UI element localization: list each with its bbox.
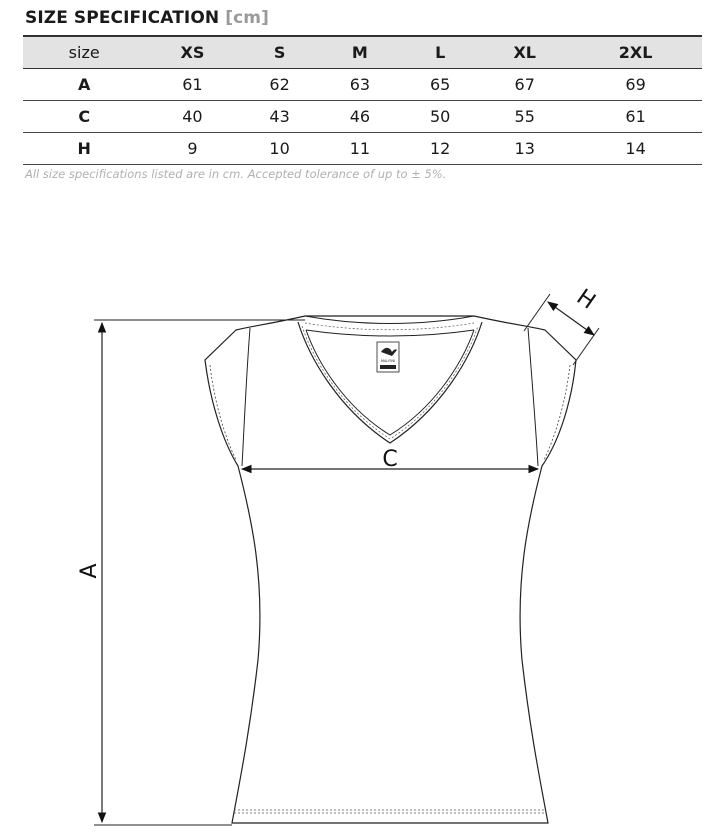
size-col-xl: XL <box>513 43 536 62</box>
title-main: SIZE SPECIFICATION <box>25 8 220 28</box>
table-cell: 46 <box>349 107 371 126</box>
table-cell: 13 <box>514 139 535 158</box>
size-col-m: M <box>351 43 368 62</box>
tag-text: MALFINI <box>380 359 396 363</box>
size-col-l: L <box>435 43 446 62</box>
table-cell: 11 <box>349 139 371 158</box>
table-cell: 50 <box>429 107 451 126</box>
table-cell: 61 <box>182 75 203 94</box>
table-cell: 40 <box>182 107 203 126</box>
table-cell: 10 <box>269 139 290 158</box>
table-cell: 43 <box>269 107 290 126</box>
dimension-a-label: A <box>77 563 102 579</box>
table-cell: 14 <box>625 139 646 158</box>
row-label: H <box>77 139 91 158</box>
row-label: C <box>78 107 91 126</box>
table-cell: 69 <box>625 75 646 94</box>
table-cell: 55 <box>514 107 535 126</box>
title-unit: [cm] <box>225 8 269 28</box>
brand-tag-icon <box>377 342 399 372</box>
table-cell: 67 <box>514 75 535 94</box>
size-header-label: size <box>68 43 100 62</box>
tshirt-outline <box>205 316 576 823</box>
size-col-xs: XS <box>180 43 205 62</box>
table-cell: 63 <box>349 75 371 94</box>
size-col-s: S <box>273 43 286 62</box>
size-col-2xl: 2XL <box>618 43 653 62</box>
table-cell: 61 <box>625 107 646 126</box>
tolerance-note: All size specifications listed are in cm. Accepted tolerance of up to ± 5%. <box>25 167 447 181</box>
table-cell: 9 <box>187 139 198 158</box>
dimension-c-label: C <box>382 447 398 472</box>
row-label: A <box>77 75 91 94</box>
table-cell: 12 <box>429 139 451 158</box>
table-cell: 62 <box>269 75 290 94</box>
dimension-h-label: H <box>571 284 600 315</box>
table-cell: 65 <box>429 75 451 94</box>
